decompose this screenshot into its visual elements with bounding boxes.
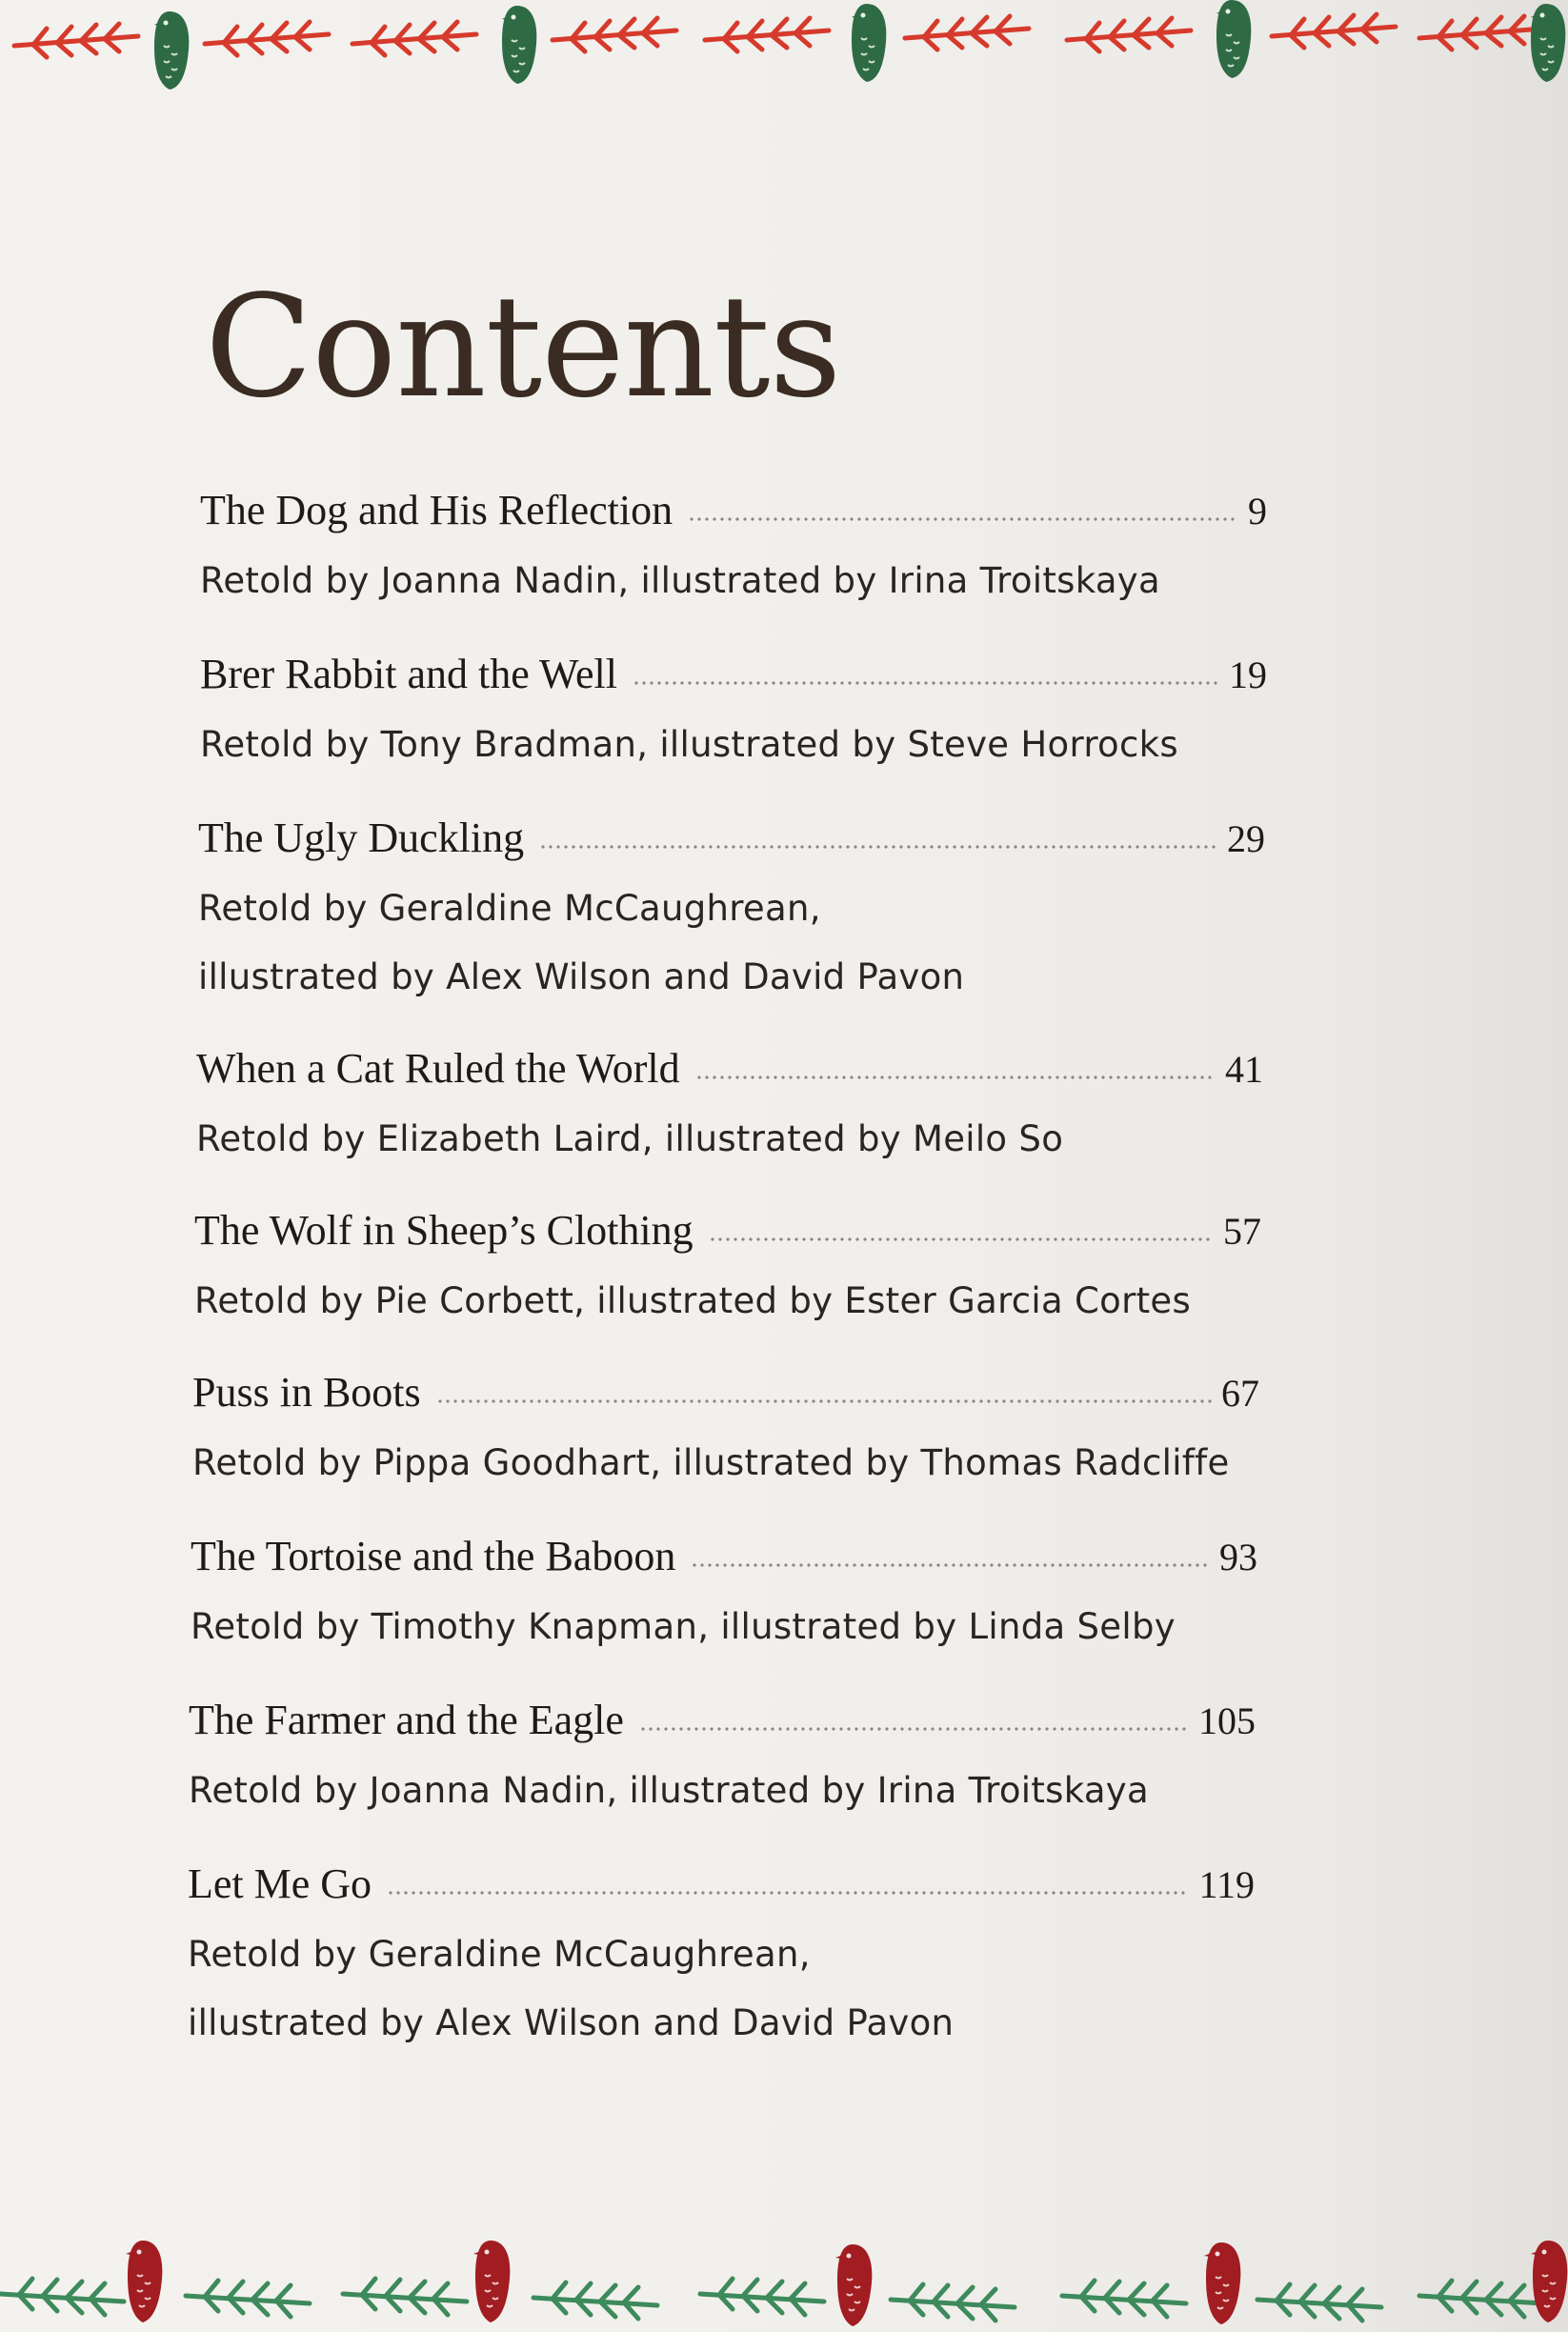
entry-title[interactable]: The Farmer and the Eagle [189,1697,624,1743]
entry-page-number: 19 [1229,653,1267,696]
entry-credit: Retold by Timothy Knapman, illustrated by Linda Selby [191,1606,1176,1647]
dot-leader [387,1888,1189,1898]
dot-leader [709,1235,1214,1244]
entry-title[interactable]: Let Me Go [188,1860,372,1907]
entry-title[interactable]: Puss in Boots [192,1369,421,1416]
entry-title[interactable]: The Dog and His Reflection [200,487,673,533]
entry-page-number: 41 [1225,1048,1263,1091]
entry-page-number: 105 [1198,1699,1256,1742]
dot-leader [639,1724,1189,1734]
dot-leader [539,842,1217,852]
entry-page-number: 57 [1223,1210,1261,1253]
entry-credit: Retold by Elizabeth Laird, illustrated by Meilo So [196,1118,1064,1159]
entry-credit: Retold by Joanna Nadin, illustrated by Irina Troitskaya [200,560,1160,601]
entry-title[interactable]: The Ugly Duckling [198,814,525,861]
entry-page-number: 67 [1221,1372,1259,1415]
page-title: Contents [205,265,841,429]
toc-entry[interactable] [191,1532,1257,1661]
entry-page-number: 29 [1227,817,1265,860]
toc-entry[interactable] [200,650,1267,779]
entry-credit: Retold by Tony Bradman, illustrated by Steve Horrocks [200,724,1178,765]
dot-leader [436,1397,1212,1406]
entry-title[interactable]: The Wolf in Sheep’s Clothing [194,1207,694,1254]
toc-entry[interactable] [188,1860,1255,2058]
dot-leader [691,1560,1210,1570]
toc-entry[interactable] [200,486,1267,615]
toc-entry[interactable] [194,1206,1261,1336]
entry-title[interactable]: When a Cat Ruled the World [196,1045,680,1092]
entry-page-number: 9 [1248,490,1267,533]
toc-entry[interactable] [189,1696,1256,1825]
entry-title[interactable]: The Tortoise and the Baboon [191,1533,676,1579]
entry-credit: Retold by Geraldine McCaughrean, illustrated by Alex Wilson and David Pavon [198,888,965,997]
entry-credit: Retold by Pie Corbett, illustrated by Ester Garcia Cortes [194,1280,1192,1321]
dot-leader [695,1073,1216,1082]
entry-credit: Retold by Geraldine McCaughrean, illustrated by Alex Wilson and David Pavon [188,1934,955,2043]
entry-title[interactable]: Brer Rabbit and the Well [200,651,617,697]
toc-entry[interactable] [192,1368,1259,1498]
entry-page-number: 93 [1219,1536,1257,1578]
toc-entry[interactable] [196,1044,1263,1174]
dot-leader [688,514,1238,524]
entry-page-number: 119 [1198,1863,1255,1906]
entry-credit: Retold by Pippa Goodhart, illustrated by Thomas Radcliffe [192,1442,1230,1483]
top-decorative-border [0,0,1568,105]
entry-credit: Retold by Joanna Nadin, illustrated by Irina Troitskaya [189,1770,1149,1811]
toc-entry[interactable] [198,814,1265,1012]
bottom-decorative-border [0,2218,1568,2332]
dot-leader [633,678,1219,688]
